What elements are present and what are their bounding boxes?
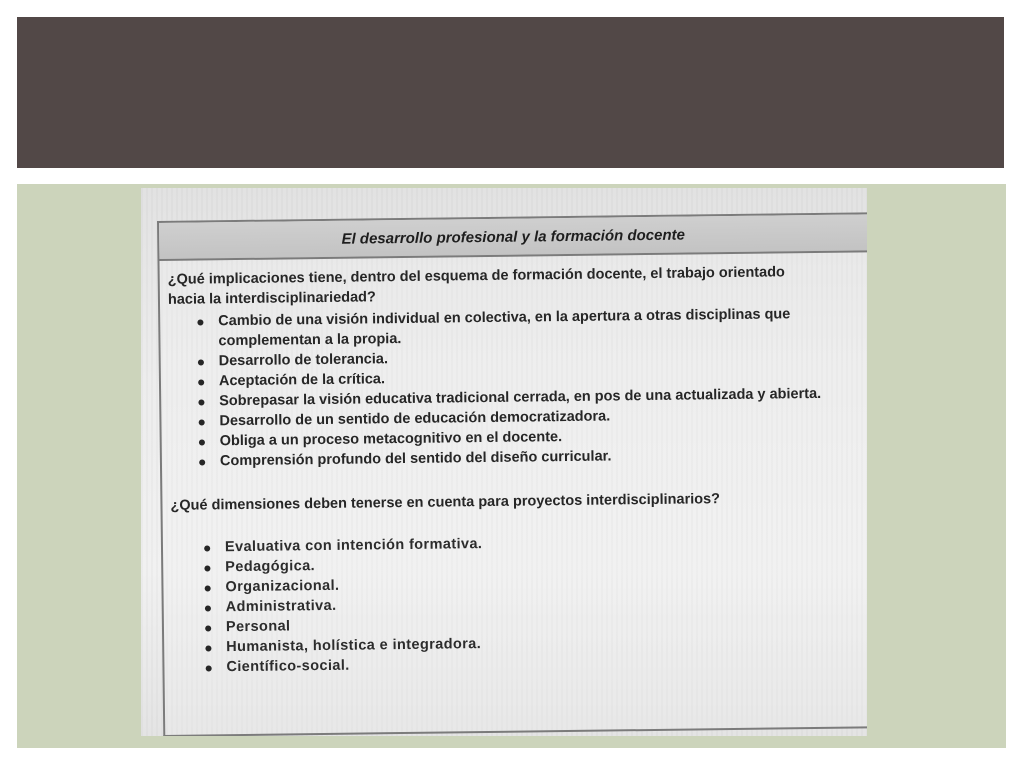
bullet-icon: ●	[197, 453, 207, 470]
bullet-icon: ●	[203, 599, 213, 616]
question-interdisciplinarity: ¿Qué implicaciones tiene, dentro del esquema de formación docente, el trabajo orientado hacia la interdisciplinariedad?	[167, 264, 785, 308]
list-item-text: Científico-social.	[226, 657, 350, 676]
list-item-text: Evaluativa con intención formativa.	[224, 536, 483, 556]
slide-title-bar	[17, 17, 1004, 168]
bullet-icon: ●	[197, 433, 207, 450]
bullet-icon: ●	[203, 579, 213, 596]
bullet-icon: ●	[204, 659, 214, 676]
bullet-icon: ●	[196, 353, 206, 370]
question-dimensions: ¿Qué dimensiones deben tenerse en cuenta para proyectos interdisciplinarios?	[170, 491, 721, 514]
list-item-text: Humanista, holística e integradora.	[226, 636, 482, 656]
bullet-icon: ●	[203, 619, 213, 636]
bullet-icon: ●	[202, 539, 212, 556]
list-item-text: Obliga a un proceso metacognitivo en el docente.	[219, 429, 563, 450]
bullet-icon: ●	[203, 559, 213, 576]
document-header: El desarrollo profesional y la formación docente	[159, 214, 867, 261]
bullet-icon: ●	[197, 413, 207, 430]
bullet-icon: ●	[204, 639, 214, 656]
bullet-icon: ●	[196, 373, 206, 390]
list-item-text: Cambio de una visión individual en colectiva, en la apertura a otras disciplinas que complementan a la propia.	[218, 306, 791, 350]
list-item-text: Personal	[225, 618, 291, 636]
list-item-text: Desarrollo de un sentido de educación democratizadora.	[219, 408, 611, 430]
document-sheet	[157, 212, 867, 736]
list-item-text: Aceptación de la crítica.	[218, 371, 386, 390]
bullet-icon: ●	[196, 313, 205, 330]
list-item-text: Sobrepasar la visión educativa tradicional cerrada, en pos de una actualizada y abierta.	[219, 385, 822, 410]
list-item-text: Desarrollo de tolerancia.	[218, 351, 389, 370]
list-item-text: Organizacional.	[225, 577, 340, 596]
list-item-text: Administrativa.	[225, 597, 337, 616]
implications-list	[196, 303, 860, 471]
document-body	[159, 252, 867, 678]
list-item-text: Pedagógica.	[225, 558, 316, 576]
document-photo	[141, 188, 867, 736]
list-item-text: Comprensión profundo del sentido del diseño curricular.	[219, 448, 612, 470]
bullet-icon: ●	[197, 393, 206, 410]
dimensions-list	[203, 529, 863, 677]
